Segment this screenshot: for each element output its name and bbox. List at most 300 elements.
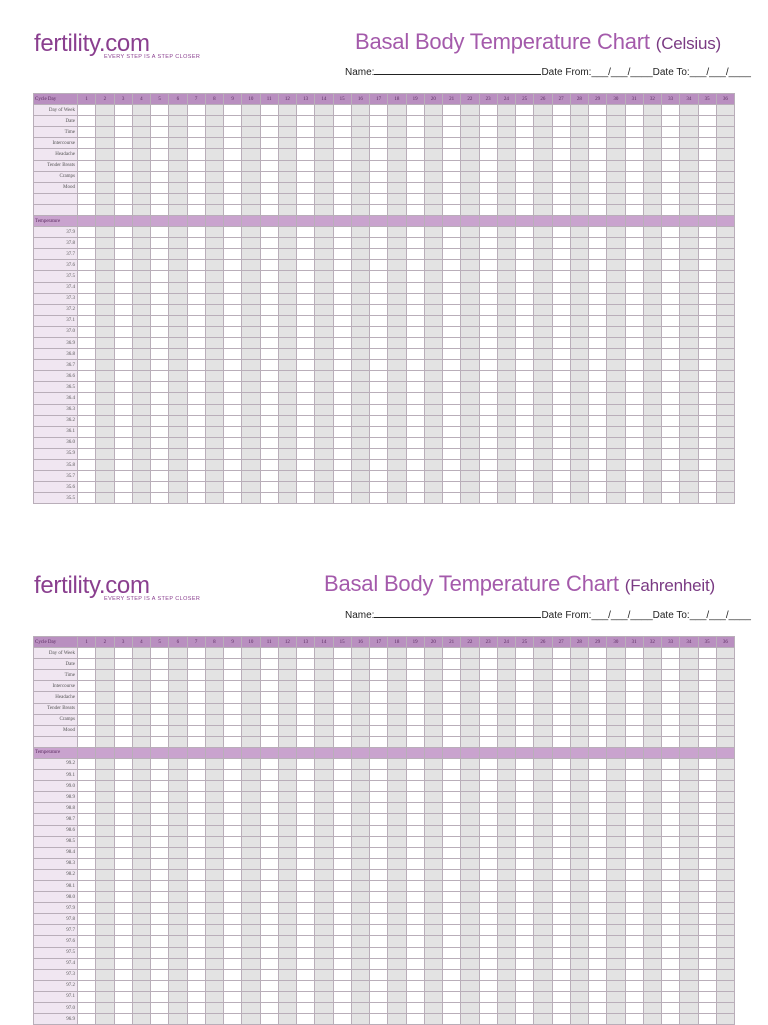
temperature-cell[interactable]: [552, 482, 570, 493]
temperature-cell[interactable]: [662, 238, 680, 249]
temperature-cell[interactable]: [716, 415, 734, 426]
temperature-cell[interactable]: [278, 227, 296, 238]
temperature-cell[interactable]: [297, 880, 315, 891]
entry-cell[interactable]: [406, 116, 424, 127]
temperature-cell[interactable]: [315, 1014, 333, 1025]
entry-cell[interactable]: [698, 648, 716, 659]
temperature-cell[interactable]: [406, 758, 424, 769]
temperature-cell[interactable]: [187, 404, 205, 415]
temperature-cell[interactable]: [78, 925, 96, 936]
temperature-cell[interactable]: [406, 460, 424, 471]
temperature-cell[interactable]: [132, 249, 150, 260]
entry-cell[interactable]: [187, 127, 205, 138]
entry-cell[interactable]: [516, 681, 534, 692]
temperature-cell[interactable]: [497, 282, 515, 293]
entry-cell[interactable]: [716, 659, 734, 670]
temperature-cell[interactable]: [479, 360, 497, 371]
temperature-cell[interactable]: [479, 371, 497, 382]
temperature-cell[interactable]: [643, 958, 661, 969]
temperature-cell[interactable]: [680, 426, 698, 437]
temperature-cell[interactable]: [205, 471, 223, 482]
temperature-cell[interactable]: [698, 770, 716, 781]
temperature-cell[interactable]: [114, 980, 132, 991]
temperature-cell[interactable]: [443, 991, 461, 1002]
entry-cell[interactable]: [589, 670, 607, 681]
entry-cell[interactable]: [570, 160, 588, 171]
temperature-cell[interactable]: [534, 337, 552, 348]
entry-cell[interactable]: [516, 193, 534, 204]
temperature-cell[interactable]: [132, 293, 150, 304]
temperature-cell[interactable]: [114, 936, 132, 947]
temperature-cell[interactable]: [224, 371, 242, 382]
temperature-cell[interactable]: [516, 260, 534, 271]
temperature-cell[interactable]: [607, 880, 625, 891]
temperature-cell[interactable]: [570, 482, 588, 493]
temperature-cell[interactable]: [278, 337, 296, 348]
temperature-cell[interactable]: [461, 936, 479, 947]
entry-cell[interactable]: [370, 105, 388, 116]
temperature-cell[interactable]: [333, 493, 351, 504]
temperature-cell[interactable]: [443, 814, 461, 825]
temperature-cell[interactable]: [169, 947, 187, 958]
temperature-cell[interactable]: [607, 781, 625, 792]
temperature-cell[interactable]: [96, 880, 114, 891]
temperature-cell[interactable]: [461, 437, 479, 448]
temperature-cell[interactable]: [260, 847, 278, 858]
temperature-cell[interactable]: [497, 271, 515, 282]
entry-cell[interactable]: [461, 138, 479, 149]
temperature-cell[interactable]: [589, 460, 607, 471]
temperature-cell[interactable]: [151, 227, 169, 238]
temperature-cell[interactable]: [297, 836, 315, 847]
entry-cell[interactable]: [680, 160, 698, 171]
entry-cell[interactable]: [351, 725, 369, 736]
temperature-cell[interactable]: [424, 260, 442, 271]
entry-cell[interactable]: [187, 692, 205, 703]
temperature-cell[interactable]: [78, 880, 96, 891]
temperature-cell[interactable]: [278, 925, 296, 936]
temperature-cell[interactable]: [443, 803, 461, 814]
temperature-cell[interactable]: [589, 847, 607, 858]
entry-cell[interactable]: [370, 736, 388, 747]
temperature-cell[interactable]: [278, 415, 296, 426]
temperature-cell[interactable]: [151, 858, 169, 869]
temperature-cell[interactable]: [497, 880, 515, 891]
entry-cell[interactable]: [315, 736, 333, 747]
entry-cell[interactable]: [315, 714, 333, 725]
temperature-cell[interactable]: [643, 880, 661, 891]
temperature-cell[interactable]: [589, 980, 607, 991]
entry-cell[interactable]: [169, 681, 187, 692]
temperature-cell[interactable]: [552, 803, 570, 814]
temperature-cell[interactable]: [479, 803, 497, 814]
entry-cell[interactable]: [297, 160, 315, 171]
temperature-cell[interactable]: [662, 1014, 680, 1025]
entry-cell[interactable]: [351, 149, 369, 160]
temperature-cell[interactable]: [662, 415, 680, 426]
temperature-cell[interactable]: [187, 880, 205, 891]
temperature-cell[interactable]: [443, 437, 461, 448]
temperature-cell[interactable]: [96, 991, 114, 1002]
temperature-cell[interactable]: [698, 792, 716, 803]
temperature-cell[interactable]: [132, 371, 150, 382]
temperature-cell[interactable]: [151, 792, 169, 803]
temperature-cell[interactable]: [497, 903, 515, 914]
temperature-cell[interactable]: [516, 471, 534, 482]
temperature-cell[interactable]: [78, 460, 96, 471]
temperature-cell[interactable]: [132, 326, 150, 337]
entry-cell[interactable]: [443, 105, 461, 116]
temperature-cell[interactable]: [516, 271, 534, 282]
entry-cell[interactable]: [315, 127, 333, 138]
temperature-cell[interactable]: [78, 825, 96, 836]
temperature-cell[interactable]: [224, 360, 242, 371]
temperature-cell[interactable]: [534, 326, 552, 337]
temperature-cell[interactable]: [662, 792, 680, 803]
temperature-cell[interactable]: [315, 337, 333, 348]
temperature-cell[interactable]: [625, 326, 643, 337]
temperature-cell[interactable]: [242, 925, 260, 936]
temperature-cell[interactable]: [424, 958, 442, 969]
temperature-cell[interactable]: [570, 792, 588, 803]
temperature-cell[interactable]: [333, 880, 351, 891]
temperature-cell[interactable]: [315, 249, 333, 260]
temperature-cell[interactable]: [552, 393, 570, 404]
entry-cell[interactable]: [497, 127, 515, 138]
entry-cell[interactable]: [516, 127, 534, 138]
temperature-cell[interactable]: [516, 304, 534, 315]
temperature-cell[interactable]: [716, 393, 734, 404]
temperature-cell[interactable]: [242, 349, 260, 360]
entry-cell[interactable]: [388, 171, 406, 182]
temperature-cell[interactable]: [388, 337, 406, 348]
temperature-cell[interactable]: [698, 337, 716, 348]
entry-cell[interactable]: [388, 116, 406, 127]
temperature-cell[interactable]: [424, 880, 442, 891]
temperature-cell[interactable]: [333, 415, 351, 426]
temperature-cell[interactable]: [698, 493, 716, 504]
entry-cell[interactable]: [242, 204, 260, 215]
temperature-cell[interactable]: [698, 393, 716, 404]
entry-cell[interactable]: [497, 182, 515, 193]
temperature-cell[interactable]: [589, 360, 607, 371]
temperature-cell[interactable]: [151, 925, 169, 936]
temperature-cell[interactable]: [388, 282, 406, 293]
temperature-cell[interactable]: [388, 958, 406, 969]
temperature-cell[interactable]: [388, 249, 406, 260]
temperature-cell[interactable]: [278, 1003, 296, 1014]
temperature-cell[interactable]: [96, 847, 114, 858]
entry-cell[interactable]: [205, 105, 223, 116]
temperature-cell[interactable]: [205, 271, 223, 282]
temperature-cell[interactable]: [643, 471, 661, 482]
entry-cell[interactable]: [151, 171, 169, 182]
temperature-cell[interactable]: [625, 426, 643, 437]
temperature-cell[interactable]: [625, 482, 643, 493]
temperature-cell[interactable]: [424, 770, 442, 781]
temperature-cell[interactable]: [643, 437, 661, 448]
temperature-cell[interactable]: [625, 991, 643, 1002]
temperature-cell[interactable]: [698, 1003, 716, 1014]
temperature-cell[interactable]: [552, 238, 570, 249]
temperature-cell[interactable]: [169, 349, 187, 360]
temperature-cell[interactable]: [552, 337, 570, 348]
temperature-cell[interactable]: [278, 493, 296, 504]
temperature-cell[interactable]: [479, 271, 497, 282]
entry-cell[interactable]: [497, 648, 515, 659]
temperature-cell[interactable]: [424, 814, 442, 825]
entry-cell[interactable]: [625, 193, 643, 204]
temperature-cell[interactable]: [680, 814, 698, 825]
temperature-cell[interactable]: [388, 803, 406, 814]
temperature-cell[interactable]: [406, 271, 424, 282]
temperature-cell[interactable]: [333, 925, 351, 936]
temperature-cell[interactable]: [716, 371, 734, 382]
entry-cell[interactable]: [242, 182, 260, 193]
temperature-cell[interactable]: [589, 858, 607, 869]
temperature-cell[interactable]: [315, 426, 333, 437]
temperature-cell[interactable]: [333, 260, 351, 271]
temperature-cell[interactable]: [96, 349, 114, 360]
temperature-cell[interactable]: [260, 382, 278, 393]
entry-cell[interactable]: [78, 714, 96, 725]
entry-cell[interactable]: [169, 138, 187, 149]
temperature-cell[interactable]: [534, 393, 552, 404]
entry-cell[interactable]: [625, 204, 643, 215]
temperature-cell[interactable]: [570, 969, 588, 980]
temperature-cell[interactable]: [643, 825, 661, 836]
temperature-cell[interactable]: [716, 360, 734, 371]
temperature-cell[interactable]: [625, 360, 643, 371]
entry-cell[interactable]: [716, 703, 734, 714]
temperature-cell[interactable]: [260, 349, 278, 360]
temperature-cell[interactable]: [315, 493, 333, 504]
temperature-cell[interactable]: [534, 803, 552, 814]
temperature-cell[interactable]: [716, 304, 734, 315]
temperature-cell[interactable]: [406, 903, 424, 914]
entry-cell[interactable]: [570, 105, 588, 116]
temperature-cell[interactable]: [351, 836, 369, 847]
temperature-cell[interactable]: [278, 980, 296, 991]
temperature-cell[interactable]: [607, 758, 625, 769]
temperature-cell[interactable]: [516, 936, 534, 947]
temperature-cell[interactable]: [607, 238, 625, 249]
temperature-cell[interactable]: [224, 249, 242, 260]
entry-cell[interactable]: [242, 736, 260, 747]
entry-cell[interactable]: [151, 204, 169, 215]
temperature-cell[interactable]: [187, 382, 205, 393]
temperature-cell[interactable]: [132, 880, 150, 891]
temperature-cell[interactable]: [643, 903, 661, 914]
temperature-cell[interactable]: [151, 781, 169, 792]
temperature-cell[interactable]: [497, 947, 515, 958]
temperature-cell[interactable]: [461, 836, 479, 847]
entry-cell[interactable]: [96, 171, 114, 182]
temperature-cell[interactable]: [114, 847, 132, 858]
entry-cell[interactable]: [333, 193, 351, 204]
temperature-cell[interactable]: [370, 1003, 388, 1014]
temperature-cell[interactable]: [534, 792, 552, 803]
temperature-cell[interactable]: [78, 847, 96, 858]
entry-cell[interactable]: [406, 193, 424, 204]
temperature-cell[interactable]: [242, 315, 260, 326]
temperature-cell[interactable]: [424, 460, 442, 471]
temperature-cell[interactable]: [351, 304, 369, 315]
temperature-cell[interactable]: [351, 770, 369, 781]
temperature-cell[interactable]: [351, 404, 369, 415]
entry-cell[interactable]: [625, 681, 643, 692]
temperature-cell[interactable]: [607, 349, 625, 360]
temperature-cell[interactable]: [680, 437, 698, 448]
entry-cell[interactable]: [96, 182, 114, 193]
temperature-cell[interactable]: [315, 869, 333, 880]
entry-cell[interactable]: [497, 736, 515, 747]
temperature-cell[interactable]: [662, 947, 680, 958]
temperature-cell[interactable]: [716, 925, 734, 936]
temperature-cell[interactable]: [680, 371, 698, 382]
temperature-cell[interactable]: [643, 847, 661, 858]
entry-cell[interactable]: [132, 714, 150, 725]
temperature-cell[interactable]: [114, 337, 132, 348]
temperature-cell[interactable]: [278, 914, 296, 925]
temperature-cell[interactable]: [461, 1014, 479, 1025]
entry-cell[interactable]: [552, 149, 570, 160]
temperature-cell[interactable]: [78, 315, 96, 326]
temperature-cell[interactable]: [698, 980, 716, 991]
temperature-cell[interactable]: [406, 1014, 424, 1025]
temperature-cell[interactable]: [297, 969, 315, 980]
temperature-cell[interactable]: [260, 304, 278, 315]
temperature-cell[interactable]: [242, 448, 260, 459]
temperature-cell[interactable]: [516, 437, 534, 448]
temperature-cell[interactable]: [680, 1003, 698, 1014]
temperature-cell[interactable]: [169, 482, 187, 493]
temperature-cell[interactable]: [132, 227, 150, 238]
temperature-cell[interactable]: [114, 947, 132, 958]
temperature-cell[interactable]: [114, 238, 132, 249]
entry-cell[interactable]: [242, 703, 260, 714]
entry-cell[interactable]: [406, 703, 424, 714]
temperature-cell[interactable]: [680, 803, 698, 814]
temperature-cell[interactable]: [333, 304, 351, 315]
temperature-cell[interactable]: [351, 426, 369, 437]
temperature-cell[interactable]: [443, 371, 461, 382]
temperature-cell[interactable]: [205, 260, 223, 271]
temperature-cell[interactable]: [716, 482, 734, 493]
temperature-cell[interactable]: [516, 803, 534, 814]
entry-cell[interactable]: [315, 692, 333, 703]
temperature-cell[interactable]: [78, 991, 96, 1002]
temperature-cell[interactable]: [607, 770, 625, 781]
entry-cell[interactable]: [187, 681, 205, 692]
temperature-cell[interactable]: [132, 969, 150, 980]
temperature-cell[interactable]: [461, 415, 479, 426]
temperature-cell[interactable]: [698, 448, 716, 459]
temperature-cell[interactable]: [132, 925, 150, 936]
temperature-cell[interactable]: [78, 437, 96, 448]
temperature-cell[interactable]: [114, 293, 132, 304]
temperature-cell[interactable]: [534, 925, 552, 936]
entry-cell[interactable]: [589, 204, 607, 215]
temperature-cell[interactable]: [114, 271, 132, 282]
temperature-cell[interactable]: [315, 858, 333, 869]
date-to-field[interactable]: ___/___/____: [689, 67, 751, 78]
temperature-cell[interactable]: [716, 282, 734, 293]
entry-cell[interactable]: [388, 692, 406, 703]
entry-cell[interactable]: [151, 736, 169, 747]
temperature-cell[interactable]: [224, 227, 242, 238]
temperature-cell[interactable]: [78, 758, 96, 769]
entry-cell[interactable]: [169, 648, 187, 659]
temperature-cell[interactable]: [570, 858, 588, 869]
temperature-cell[interactable]: [698, 471, 716, 482]
temperature-cell[interactable]: [370, 1014, 388, 1025]
entry-cell[interactable]: [534, 736, 552, 747]
temperature-cell[interactable]: [333, 958, 351, 969]
temperature-cell[interactable]: [406, 337, 424, 348]
temperature-cell[interactable]: [607, 360, 625, 371]
temperature-cell[interactable]: [406, 482, 424, 493]
entry-cell[interactable]: [242, 105, 260, 116]
temperature-cell[interactable]: [132, 471, 150, 482]
entry-cell[interactable]: [424, 692, 442, 703]
entry-cell[interactable]: [351, 127, 369, 138]
temperature-cell[interactable]: [96, 360, 114, 371]
entry-cell[interactable]: [570, 670, 588, 681]
temperature-cell[interactable]: [643, 969, 661, 980]
temperature-cell[interactable]: [461, 869, 479, 880]
temperature-cell[interactable]: [297, 393, 315, 404]
temperature-cell[interactable]: [315, 460, 333, 471]
temperature-cell[interactable]: [224, 880, 242, 891]
entry-cell[interactable]: [698, 670, 716, 681]
temperature-cell[interactable]: [151, 349, 169, 360]
temperature-cell[interactable]: [479, 415, 497, 426]
temperature-cell[interactable]: [424, 426, 442, 437]
temperature-cell[interactable]: [643, 282, 661, 293]
entry-cell[interactable]: [424, 204, 442, 215]
temperature-cell[interactable]: [205, 249, 223, 260]
temperature-cell[interactable]: [315, 471, 333, 482]
temperature-cell[interactable]: [607, 260, 625, 271]
temperature-cell[interactable]: [96, 958, 114, 969]
entry-cell[interactable]: [187, 116, 205, 127]
entry-cell[interactable]: [370, 725, 388, 736]
temperature-cell[interactable]: [224, 260, 242, 271]
temperature-cell[interactable]: [169, 282, 187, 293]
temperature-cell[interactable]: [224, 836, 242, 847]
temperature-cell[interactable]: [607, 271, 625, 282]
temperature-cell[interactable]: [351, 858, 369, 869]
entry-cell[interactable]: [224, 182, 242, 193]
temperature-cell[interactable]: [643, 249, 661, 260]
temperature-cell[interactable]: [589, 892, 607, 903]
temperature-cell[interactable]: [96, 415, 114, 426]
temperature-cell[interactable]: [479, 448, 497, 459]
temperature-cell[interactable]: [570, 1014, 588, 1025]
temperature-cell[interactable]: [497, 847, 515, 858]
temperature-cell[interactable]: [461, 349, 479, 360]
temperature-cell[interactable]: [205, 958, 223, 969]
temperature-cell[interactable]: [662, 260, 680, 271]
temperature-cell[interactable]: [132, 482, 150, 493]
entry-cell[interactable]: [589, 714, 607, 725]
temperature-cell[interactable]: [497, 426, 515, 437]
entry-cell[interactable]: [242, 681, 260, 692]
temperature-cell[interactable]: [297, 337, 315, 348]
entry-cell[interactable]: [479, 193, 497, 204]
entry-cell[interactable]: [114, 105, 132, 116]
